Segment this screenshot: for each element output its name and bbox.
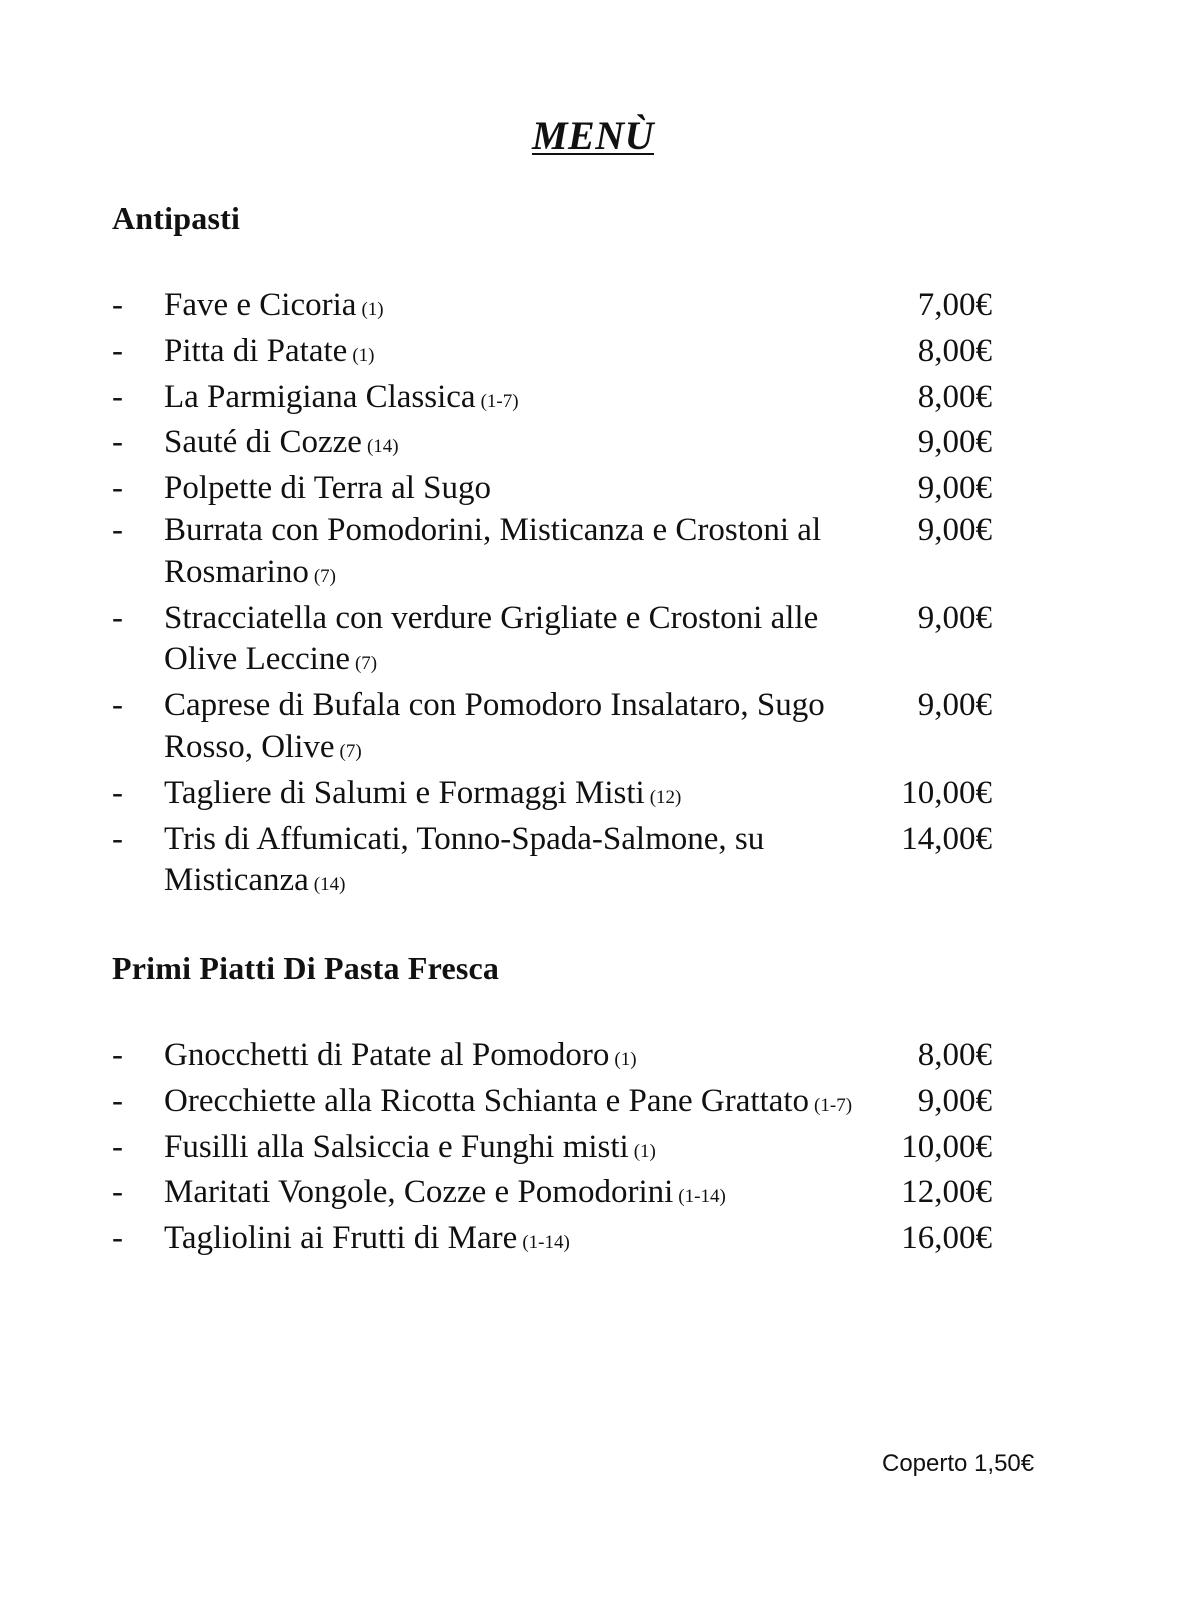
menu-item [112, 468, 1012, 510]
bullet-dash: - [112, 332, 123, 369]
menu-item-name-wrap [164, 285, 864, 331]
menu-item-allergens: (1-14) [678, 1186, 726, 1208]
menu-item-name-wrap [164, 422, 864, 468]
menu-item-allergens: (7) [313, 565, 336, 587]
menu-item-price: 14,00€ [901, 820, 992, 857]
menu-item-name-wrap [164, 468, 864, 510]
primi-list [112, 1035, 1012, 1264]
menu-item-price: 9,00€ [917, 470, 992, 507]
menu-item [112, 422, 1012, 468]
menu-item-name-wrap [164, 773, 864, 819]
bullet-dash: - [112, 1220, 123, 1257]
menu-item-name: Sauté di Cozze [164, 424, 362, 461]
menu-item-price: 10,00€ [901, 774, 992, 811]
menu-item-name-wrap [164, 1035, 864, 1081]
menu-item-name: Stracciatella con verdure Grigliate e Crostoni alle Olive Leccine [164, 599, 819, 678]
menu-item-allergens: (1-7) [814, 1094, 853, 1116]
menu-item-price: 9,00€ [917, 424, 992, 461]
cover-charge: Coperto 1,50€ [882, 1450, 1035, 1477]
menu-item [112, 377, 1012, 423]
menu-item-price: 9,00€ [917, 1082, 992, 1119]
menu-item-name-wrap [164, 1081, 864, 1127]
menu-item-name: La Parmigiana Classica [164, 378, 476, 415]
menu-item-price: 7,00€ [917, 287, 992, 323]
section-heading-antipasti: Antipasti [112, 200, 241, 236]
menu-item-name: Gnocchetti di Patate al Pomodoro [164, 1037, 610, 1073]
menu-item-price: 8,00€ [917, 1037, 992, 1073]
menu-item-price: 9,00€ [917, 599, 992, 636]
menu-item-allergens: (12) [649, 786, 682, 808]
menu-item-name-wrap [164, 510, 864, 598]
menu-item-name: Tagliere di Salumi e Formaggi Misti [164, 774, 645, 811]
bullet-dash: - [112, 1128, 123, 1165]
menu-item-name: Polpette di Terra al Sugo [164, 470, 492, 507]
menu-item-name-wrap [164, 1172, 864, 1218]
menu-item-allergens: (1) [633, 1140, 656, 1162]
section-heading-primi: Primi Piatti Di Pasta Fresca [112, 950, 500, 986]
menu-item-price: 9,00€ [917, 511, 992, 548]
menu-item [112, 331, 1012, 377]
bullet-dash: - [112, 378, 123, 415]
menu-item-allergens: (1) [352, 344, 375, 366]
antipasti-list [112, 285, 1012, 906]
menu-item [112, 819, 1012, 907]
menu-item-name-wrap [164, 1127, 864, 1173]
menu-item [112, 1035, 1012, 1081]
menu-item-name: Caprese di Bufala con Pomodoro Insalataro, Sugo Rosso, Olive [164, 687, 825, 765]
menu-item-allergens: (1-14) [522, 1232, 570, 1254]
menu-item-name: Fusilli alla Salsiccia e Funghi misti [164, 1128, 629, 1165]
menu-item-name: Tagliolini ai Frutti di Mare [164, 1220, 518, 1257]
menu-item-price: 9,00€ [917, 687, 992, 724]
menu-item-name-wrap [164, 377, 864, 423]
menu-item-allergens: (1-7) [480, 390, 519, 412]
bullet-dash: - [112, 1082, 123, 1119]
bullet-dash: - [112, 1037, 123, 1073]
menu-item [112, 1081, 1012, 1127]
menu-item-allergens: (14) [313, 874, 346, 896]
menu-item [112, 510, 1012, 598]
bullet-dash: - [112, 287, 123, 323]
menu-item-name-wrap [164, 598, 864, 686]
bullet-dash: - [112, 511, 123, 548]
menu-item-price: 8,00€ [917, 332, 992, 369]
menu-item-allergens: (7) [354, 653, 378, 675]
menu-item-price: 16,00€ [901, 1220, 992, 1257]
menu-item-allergens: (14) [366, 436, 399, 458]
menu-item [112, 773, 1012, 819]
menu-item [112, 1218, 1012, 1264]
menu-item-name: Orecchiette alla Ricotta Schianta e Pane Grattato [164, 1082, 810, 1119]
bullet-dash: - [112, 470, 123, 507]
menu-item [112, 1127, 1012, 1173]
menu-item-name-wrap [164, 1218, 864, 1264]
menu-item-name-wrap [164, 819, 864, 907]
menu-item-allergens: (1) [614, 1049, 637, 1070]
menu-title: MENÙ [531, 113, 655, 158]
menu-item-name-wrap [164, 331, 864, 377]
menu-item [112, 1172, 1012, 1218]
menu-item-price: 8,00€ [917, 378, 992, 415]
menu-item-price: 12,00€ [901, 1174, 992, 1211]
menu-item [112, 285, 1012, 331]
bullet-dash: - [112, 774, 123, 811]
menu-item [112, 685, 1012, 773]
menu-item-name: Burrata con Pomodorini, Misticanza e Crostoni al Rosmarino [164, 511, 822, 590]
bullet-dash: - [112, 599, 123, 636]
menu-item-allergens: (7) [339, 740, 362, 762]
menu-item-price: 10,00€ [901, 1128, 992, 1165]
menu-item-name: Pitta di Patate [164, 332, 348, 369]
menu-item-allergens: (1) [361, 299, 384, 320]
menu-item [112, 598, 1012, 686]
bullet-dash: - [112, 1174, 123, 1211]
menu-item-name: Maritati Vongole, Cozze e Pomodorini [164, 1174, 674, 1211]
bullet-dash: - [112, 820, 123, 857]
bullet-dash: - [112, 424, 123, 461]
menu-item-name-wrap [164, 685, 864, 773]
menu-item-name: Fave e Cicoria [164, 287, 357, 323]
bullet-dash: - [112, 687, 123, 724]
menu-item-name: Tris di Affumicati, Tonno-Spada-Salmone, su Misticanza [164, 820, 765, 899]
